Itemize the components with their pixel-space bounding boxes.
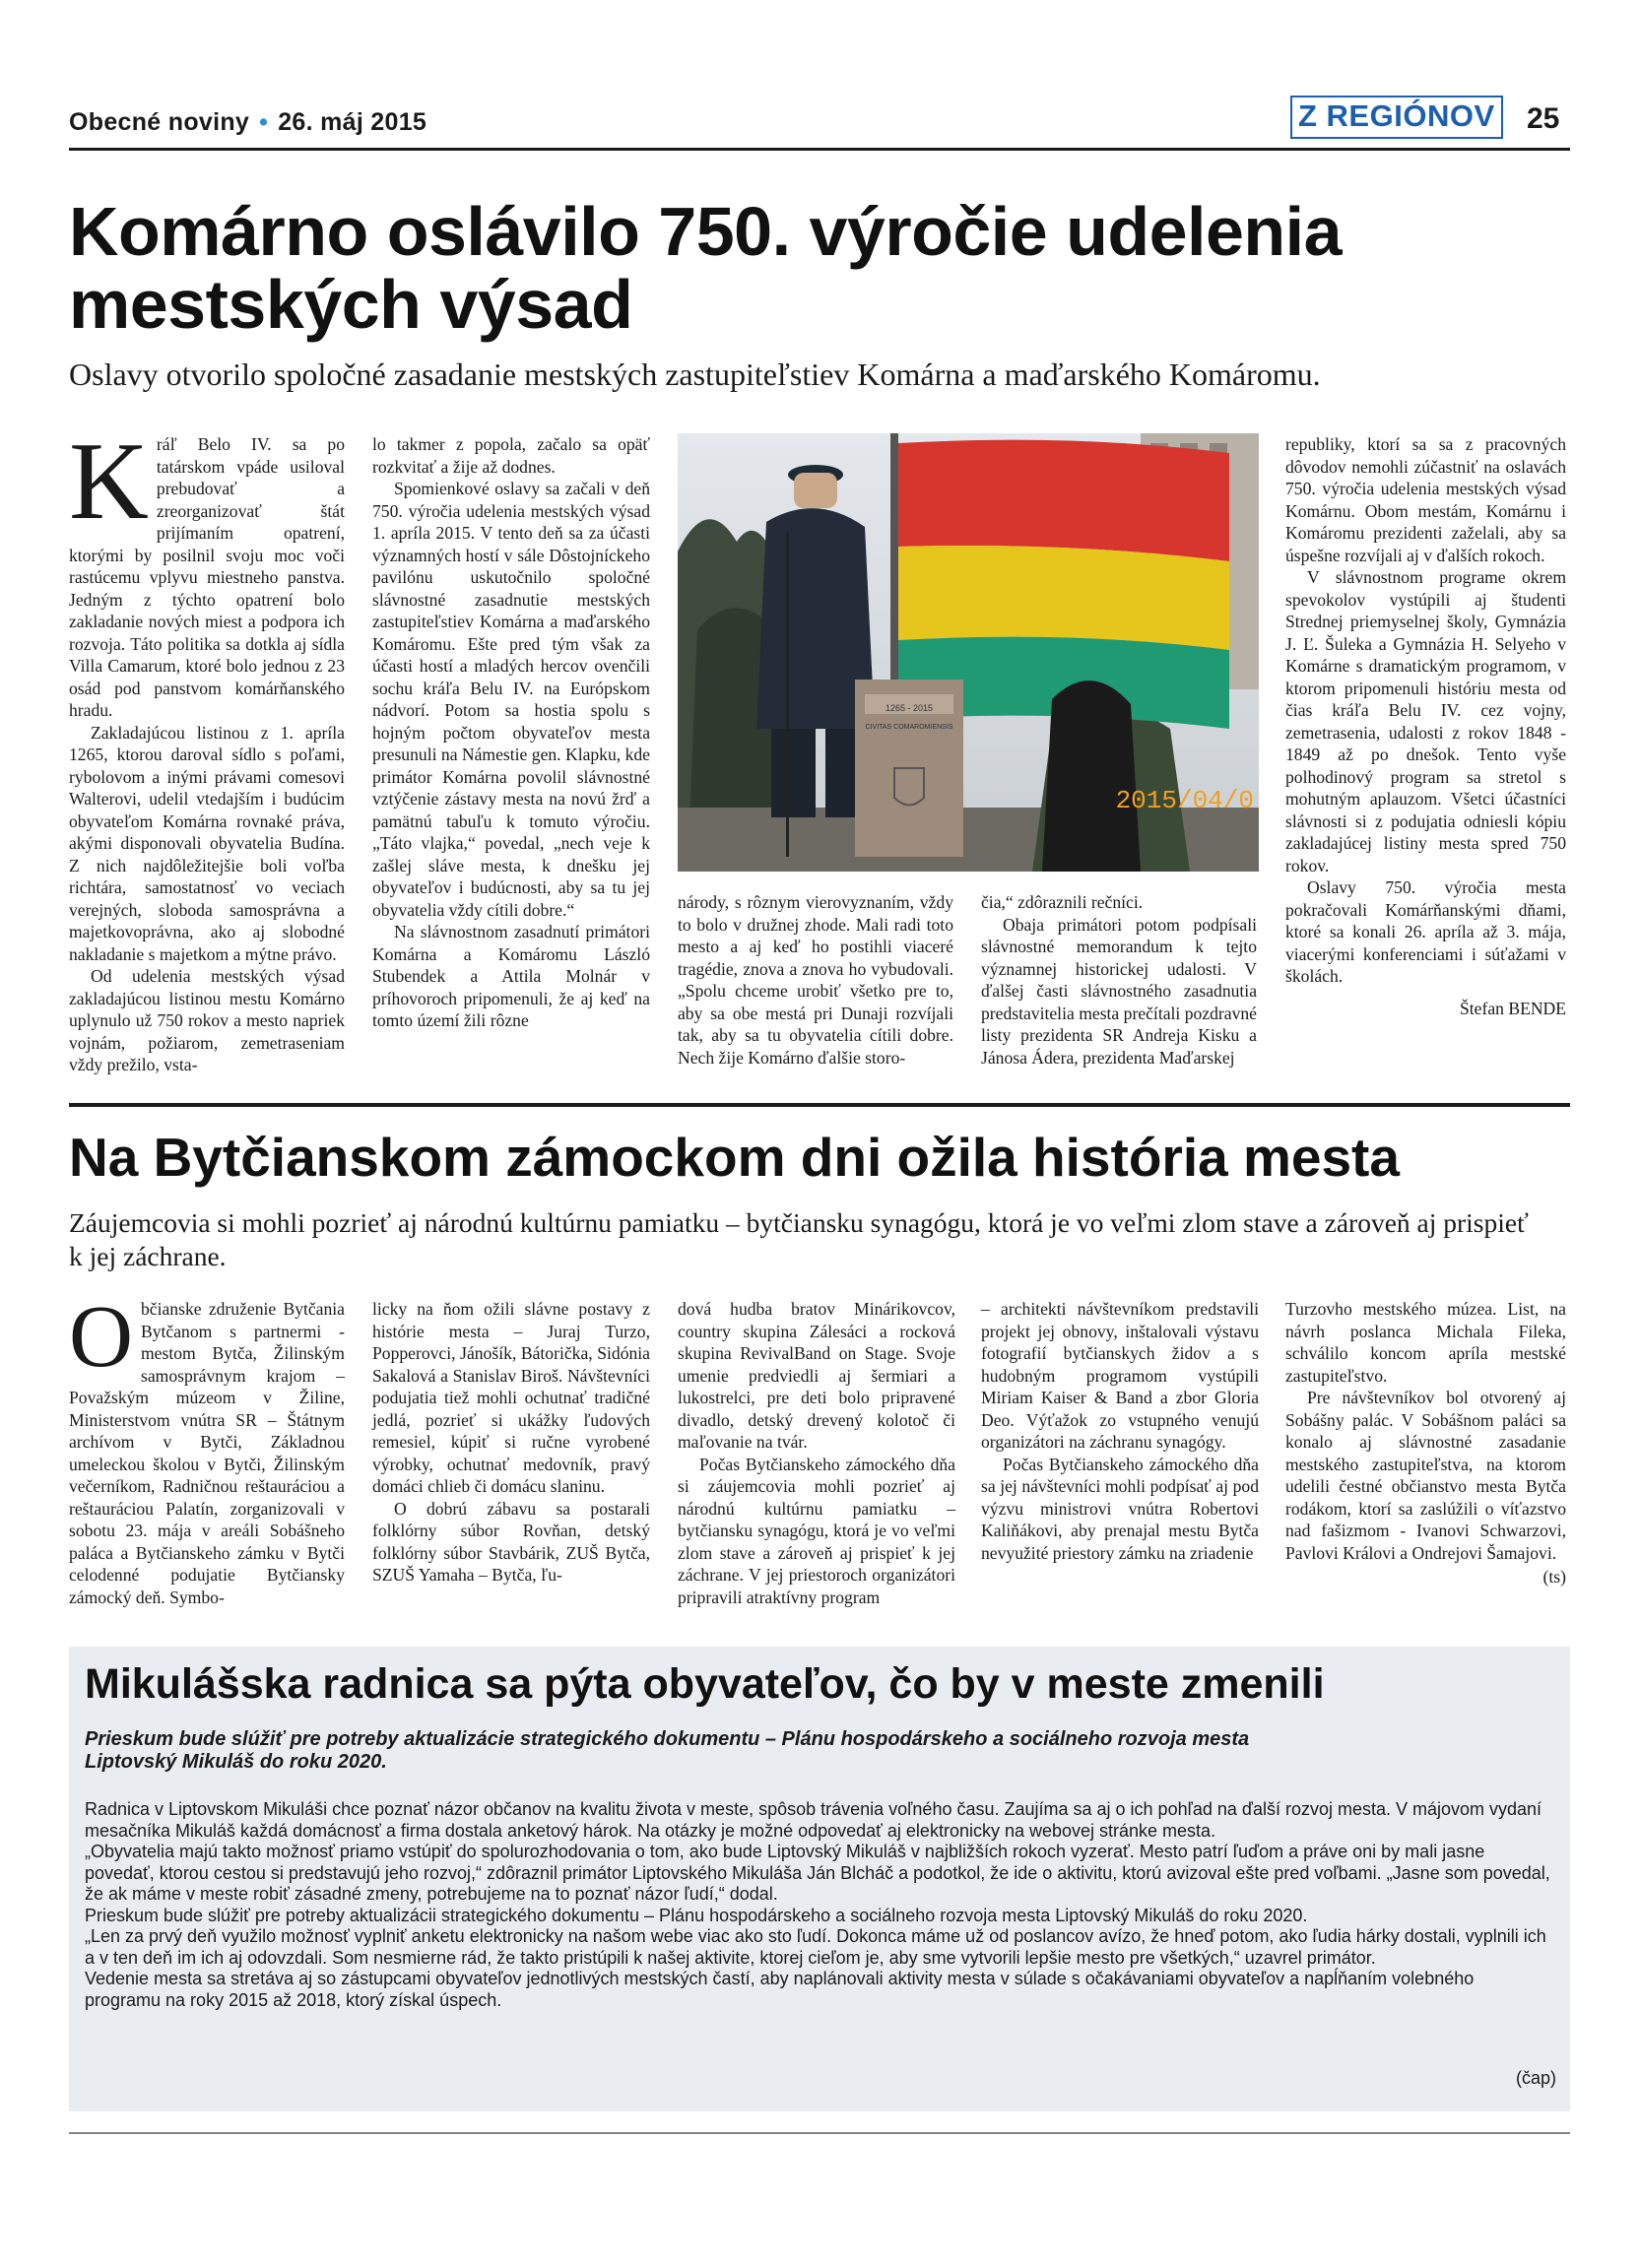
paragraph: Spomienkové oslavy sa začali v deň 750. výročia udelenia mestských výsad 1. apríla 2015. V tento deň sa za účasti významných hostí v sále Dôstojníckeho pavilónu uskutočnilo spoločné slávnostné zasadnutie mestských zastupiteľstiev Komárna a maďarského Komáromu. Ešte pred tým však za účasti hostí a mladých hercov ovenčili sochu kráľa Belu IV. na Európskom nádvorí. Potom sa hostia spolu s hojným počtom obyvateľov mesta presunuli na Námestie gen. Klapku, kde primátor Komárna povolil slávnostné vztýčenie zástavy mesta na novú žrď a pamätnú tabuľu k tomuto výročiu. „Táto vlajka,“ povedal, „nech veje k zašlej sláve mesta, k dnešku jej obyvateľov i budúcnosti, aby sa tu jej obyvatelia vždy cítili dobre.“ xyxy=(372,479,650,920)
paragraph: Turzovho mestského múzea. List, na návrh poslanca Michala Fileka, schválilo koncom apríla mestské zastupiteľstvo. xyxy=(1285,1299,1566,1386)
paragraph: Oslavy 750. výročia mesta pokračovali Komárňanskými dňami, ktoré sa konali 26. apríla až 3. mája, viacerými konferenciami i súťažami v školách. xyxy=(1285,877,1566,986)
masthead xyxy=(69,108,426,137)
article2-subtitle: Záujemcovia si mohli pozrieť aj národnú kultúrnu pamiatku – bytčiansku synagógu, ktorá je vo veľmi zlom stave a zároveň aj prispieť k jej záchrane. xyxy=(69,1207,1529,1271)
paragraph: Vedenie mesta sa stretáva aj so zástupcami obyvateľov jednotlivých mestských častí, aby naplánovali aktivity mesta v súlade s očakávaniami obyvateľov a napĺňaním volebného programu na roky 2015 až 2018, ktorý získal úspech. xyxy=(85,1969,1475,2010)
paragraph: národy, s rôznym vierovyznaním, vždy to bolo v družnej zhode. Mali radi toto mesto a aj keď ho postihli viaceré tragédie, znova a znova ho vybudovali. „Spolu chceme urobiť všetko pre to, aby sa obe mestá pri Dunaji rozvíjali tak, aby sa tu obyvatelia cítili dobre. Nech žije Komárno ďalšie storo- xyxy=(678,892,953,1068)
paragraph: Na slávnostnom zasadnutí primátori Komárna a Komáromu László Stubendek a Attila Molnár v príhovoroch pripomenuli, že aj keď na tomto území žili rôzne xyxy=(372,922,650,1030)
paragraph: lo takmer z popola, začalo sa opäť rozkvitať a žije až dodnes. xyxy=(372,434,650,477)
article3-body xyxy=(85,1799,1552,2011)
bottom-rule xyxy=(69,2132,1570,2134)
header-rule xyxy=(69,148,1570,151)
paragraph: čia,“ zdôraznili rečníci. xyxy=(981,892,1144,912)
article1-column-2 xyxy=(372,433,650,1032)
separator-dot: • xyxy=(259,108,269,136)
section-badge: Z REGIÓNOV xyxy=(1290,96,1503,139)
article1-headline: Komárno oslávilo 750. výročie udelenia mestských výsad xyxy=(69,193,1343,343)
paragraph: Obaja primátori potom podpísali slávnostné memorandum k tejto významnej historickej udalosti. V ďalšej časti slávnostného zasadnutia predstavitelia mesta prečítali pozdravné listy prezidenta SR Andreja Kisku a Jánosa Ádera, prezidenta Maďarskej xyxy=(981,914,1257,1068)
plaque-text: CIVITAS COMAROMIENSIS xyxy=(865,724,953,731)
article3-lead: Prieskum bude slúžiť pre potreby aktualizácie strategického dokumentu – Plánu hospodárskeho a sociálneho rozvoja mesta Liptovský Mikuláš do roku 2020. xyxy=(85,1728,1250,1773)
paragraph: Počas Bytčianskeho zámockého dňa sa jej návštevníci mohli podpísať aj pod výzvu ministrovi vnútra Robertovi Kaliňákovi, aby prenajal mestu Bytča nevyužité priestory zámku na zriadenie xyxy=(981,1454,1259,1563)
paragraph: dová hudba bratov Minárikovcov, country skupina Zálesáci a rocková skupina RevivalBand on Stage. Svoje umenie predviedli aj šermiari a lukostrelci, pre deti bolo pripravené divadlo, detský drevený kolotoč či maľovanie na tvár. xyxy=(678,1299,955,1452)
article1-subtitle: Oslavy otvorilo spoločné zasadanie mestských zastupiteľstiev Komárna a maďarského Komáromu. xyxy=(69,356,1321,392)
paragraph: Pre návštevníkov bol otvorený aj Sobášny palác. V Sobášnom paláci sa konalo aj slávnostné zasadanie mestského zastupiteľstva, na ktorom udelili čestné občianstvo mesta Bytča rodákom, ktorí sa zaslúžili o víťazstvo nad fašizmom - Ivanovi Schwarzovi, Pavlovi Královi a Ondrejovi Šamajovi. xyxy=(1285,1388,1566,1563)
article2-column-2 xyxy=(372,1298,650,1587)
article2-column-3 xyxy=(678,1298,955,1608)
paragraph: republiky, ktorí sa sa z pracovných dôvodov nemohli zúčastniť na oslavách 750. výročia udelenia mestských výsad Komárnu. Obom mestám, Komárnu i Komáromu prezidenti zaželali, aby sa úspešne rozvíjali aj v ďalších rokoch. xyxy=(1285,434,1566,565)
paragraph: Prieskum bude slúžiť pre potreby aktualizácii strategického dokumentu – Plánu hospodárskeho a sociálneho rozvoja mesta Liptovský Mikuláš do roku 2020. xyxy=(85,1905,1308,1925)
paragraph: – architekti návštevníkom predstavili projekt jej obnovy, inštalovali výstavu fotografií bytčianskych židov a s hudobným programom vystúpili Miriam Kaiser & Band a zbor Gloria Deo. Výťažok zo vstupného venujú organizátori na záchranu synagógy. xyxy=(981,1299,1259,1452)
article2-column-5 xyxy=(1285,1298,1566,1588)
photo-timestamp: 2015/04/0 xyxy=(1115,786,1254,815)
paragraph: bčianske združenie Bytčania Bytčanom s partnermi - mestom Bytča, Žilinským samosprávnym krajom – Považským múzeom v Žiline, Ministerstvom vnútra SR – Štátnym archívom v Bytči, Základnou umeleckou školou v Bytči, Žilinským večerníkom, Radničnou reštauráciou a reštauráciou Palatín, zorganizovali v sobotu 23. mája v areáli Sobášneho paláca a Bytčianskeho zámku v Bytči celodenné podujatie Bytčiansky zámocký deň. Symbo- xyxy=(69,1299,345,1607)
article1-author: Štefan BENDE xyxy=(1460,998,1566,1018)
paragraph: V slávnostnom programe okrem spevokolov vystúpili aj študenti Strednej priemyselnej školy, Gymnázia J. Ľ. Šuleka a Gymnázia H. Selyeho v Komárne s dramatickým programom, v ktorom pripomenuli históriu mesta od čias kráľa Belu IV. cez vojny, zemetrasenia, udalosti z rokov 1848 - 1849 až po dnešok. Tento vyše polhodinový program sa stretol s mohutným aplauzom. Všetci účastníci slávnosti si z podujatia odniesli kópiu zakladajúcej listiny mesta spred 750 rokov. xyxy=(1285,567,1566,875)
paragraph: ráľ Belo IV. sa po tatárskom vpáde usiloval prebudovať a zreorganizovať štát prijímaním opatrení, ktorými by posilnil svoju moc voči rastúcemu vplyvu miestneho panstva. Jedným z týchto opatrení bolo zakladanie nových miest a podpora ich rozvoja. Táto politika sa dotkla aj sídla Villa Camarum, ktoré bolo jednou z 23 osád pod panstvom komárňanského hradu. xyxy=(69,434,345,720)
paragraph: Radnica v Liptovskom Mikuláši chce poznať názor občanov na kvalitu života v meste, spôsob trávenia voľného času. Zaujíma sa aj o ich pohľad na ďalší rozvoj mesta. V májovom vydaní mesačníka Mikuláš každá domácnosť a firma dostala anketový hárok. Na otázky je možné odpovedať aj elektronicky na webovej stránke mesta. xyxy=(85,1799,1542,1841)
paragraph: Počas Bytčianskeho zámockého dňa si záujemcovia mohli pozrieť aj národnú kultúrnu pamiatku – bytčiansku synagógu, ktorá je vo veľmi zlom stave a zároveň aj prispieť k jej záchrane. V jej priestoroch organizátori pripravili atraktívny program xyxy=(678,1454,955,1607)
article3-headline: Mikulášska radnica sa pýta obyvateľov, čo by v meste zmenili xyxy=(85,1660,1325,1708)
article2-dropcap: O xyxy=(69,1288,133,1386)
issue-date: 26. máj 2015 xyxy=(278,108,427,136)
article2-column-4 xyxy=(981,1298,1259,1564)
paragraph: Zakladajúcou listinou z 1. apríla 1265, ktorou daroval sídlo s poľami, rybolovom a inými právami comesovi Walterovi, udelil vtedajším i budúcim obyvateľom Komárna rovnaké práva, akými disponovali obyvatelia Budína. Z nich najdôležitejšie boli voľba richtára, samostatnosť vo veciach verejných, sloboda samosprávna a majetkovoprávna, ako aj slobodné nakladanie s majetkom a mýtne právo. xyxy=(69,722,345,964)
article1-column-5 xyxy=(1285,433,1566,1019)
paragraph: „Obyvatelia majú takto možnosť priamo vstúpiť do spolurozhodovania o tom, ako bude Liptovský Mikuláš v najbližších rokoch vyzerať. Mesto patrí ľuďom a práve oni by mali jasne povedať, ktorou cestou si predstavujú jeho rozvoj,“ zdôraznil primátor Liptovského Mikuláša Ján Blcháč a podotkol, že ide o aktivitu, ktorú avizoval ešte pred voľbami. „Jasne som povedal, že ak máme v meste robiť zásadné zmeny, potrebujeme na to poznať názor ľudí,“ dodal. xyxy=(85,1842,1550,1904)
paragraph: „Len za prvý deň využilo možnosť vyplniť anketu elektronicky na našom webe viac ako sto ľudí. Dokonca máme už od poslancov avízo, že hneď potom, ako ľudia hárky dostali, vyplnili ich a v ten deň im ich aj odovzdali. Som nesmierne rád, že takto pristúpili k našej aktivite, ktorej cieľom je, aby sme vytvorili lepšie mesto pre všetkých,“ uzavrel primátor. xyxy=(85,1926,1546,1968)
article2-author: (ts) xyxy=(1542,1567,1566,1587)
article1-column-4 xyxy=(981,891,1257,1069)
article3-author: (čap) xyxy=(1515,2068,1556,2088)
article1-column-3 xyxy=(678,891,953,1069)
article1-dropcap: K xyxy=(69,421,149,543)
article-divider xyxy=(69,1103,1570,1107)
flag-raising-photo xyxy=(678,433,1259,872)
article2-column-1 xyxy=(69,1288,345,1608)
publication-name: Obecné noviny xyxy=(69,108,250,136)
paragraph: Od udelenia mestských výsad zakladajúcou listinou mestu Komárno uplynulo už 750 rokov a mesto napriek vojnám, požiarom, zemetraseniam vždy prežilo, vsta- xyxy=(69,966,345,1074)
page-number: 25 xyxy=(1527,102,1560,135)
plaque-years: 1265 - 2015 xyxy=(885,703,934,713)
article2-headline: Na Bytčianskom zámockom dni ožila história mesta xyxy=(69,1127,1400,1188)
article1-photo xyxy=(678,433,1259,872)
paragraph: O dobrú zábavu sa postarali folklórny súbor Rovňan, detský folklórny súbor Stavbárik, ZUŠ Bytča, SZUŠ Yamaha – Bytča, ľu- xyxy=(372,1498,650,1585)
article1-column-1 xyxy=(69,421,345,1076)
paragraph: licky na ňom ožili slávne postavy z histórie mesta – Juraj Turzo, Popperovci, Jánošík, Bátorička, Sidónia Sakalová a Stanislav Biroš. Návštevníci podujatia tiež mohli ochutnať tradičné jedlá, pozrieť si ukážky ľudových remesiel, kúpiť si ručne vyrobené výrobky, ochutnať medovník, pravý domáci chlieb či domácu slaninu. xyxy=(372,1299,650,1496)
